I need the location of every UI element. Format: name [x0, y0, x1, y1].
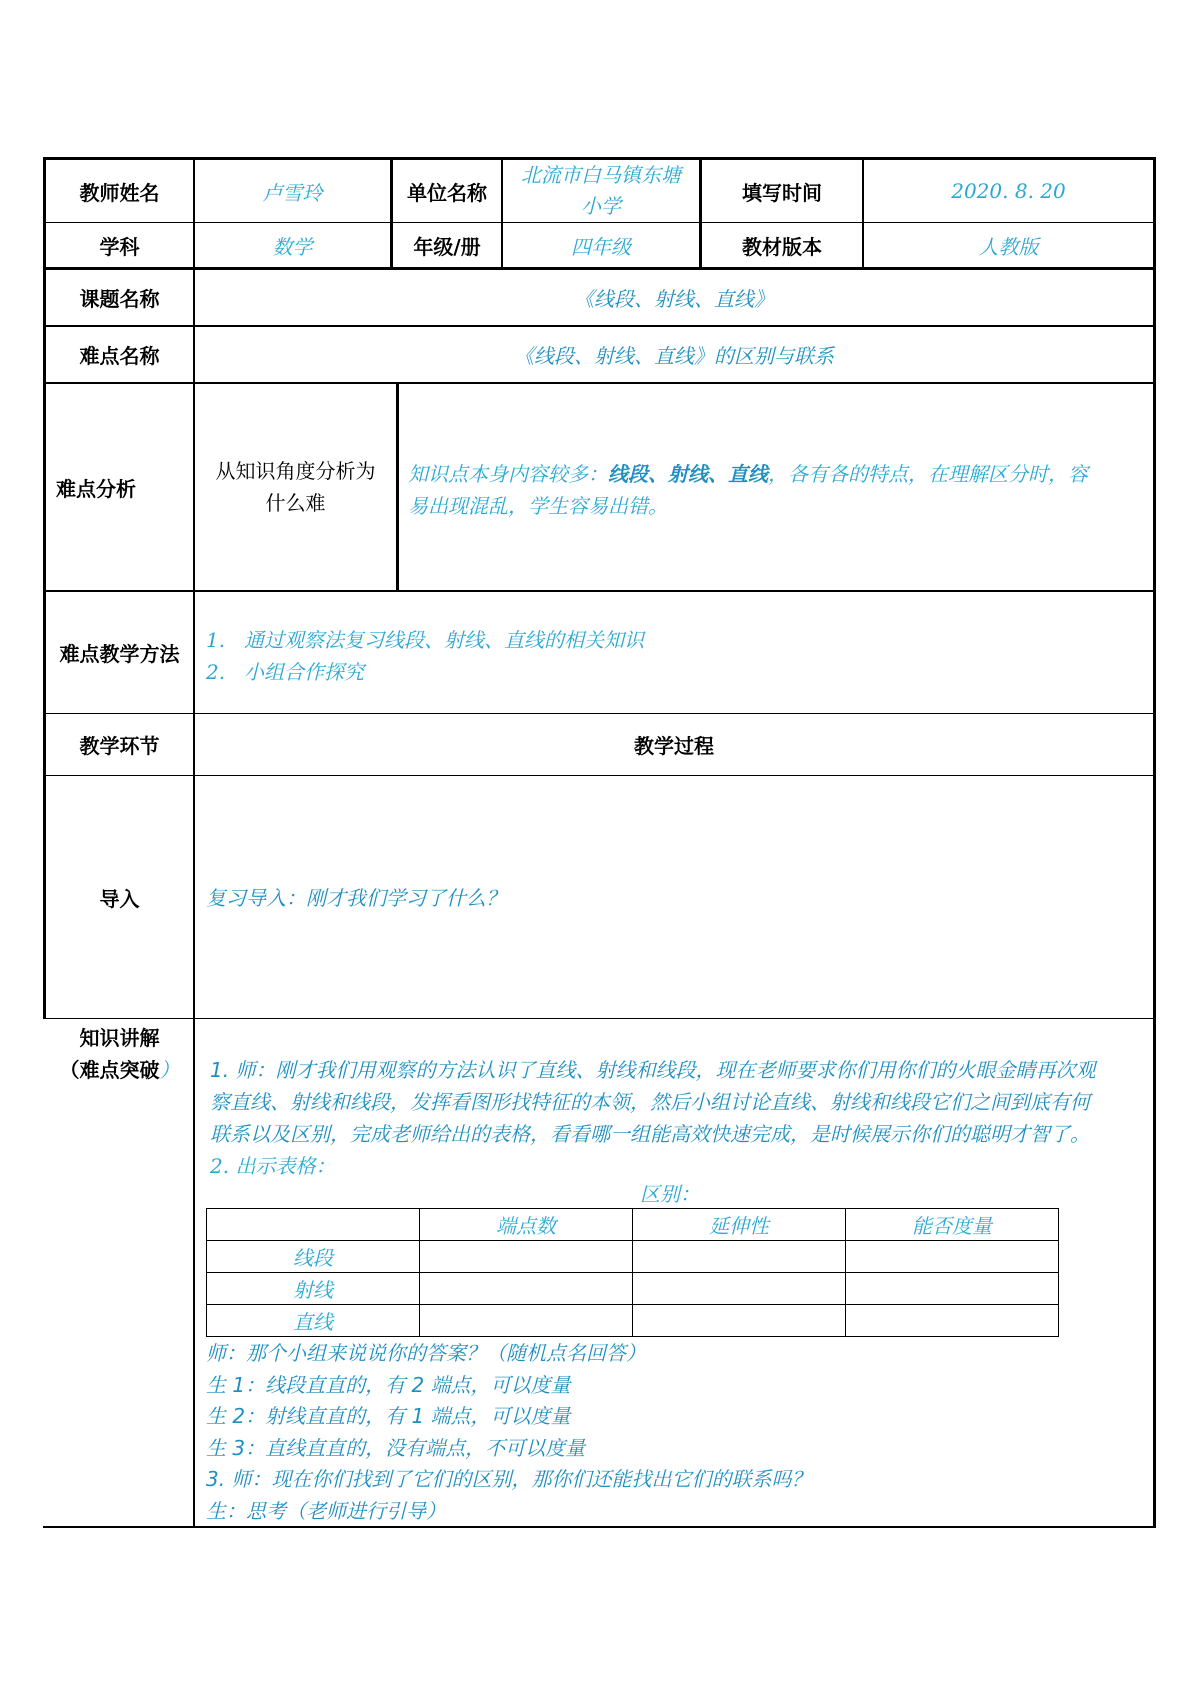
topic-label: 课题名称	[79, 287, 160, 311]
table-cell	[420, 1241, 633, 1273]
explain-label-line1: 知识讲解	[79, 1026, 160, 1050]
grade-value: 四年级	[571, 234, 631, 259]
table-cell	[846, 1273, 1059, 1305]
method-item-text: 通过观察法复习线段、射线、直线的相关知识	[244, 628, 644, 652]
dialog-line: 3. 师：现在你们找到了它们的区别，那你们还能找出它们的联系吗？	[206, 1467, 812, 1491]
method-list	[206, 624, 1146, 688]
method-item	[206, 624, 1146, 656]
intro-text: 复习导入：刚才我们学习了什么？	[206, 886, 506, 910]
analysis-text-line2: 易出现混乱，学生容易出错。	[408, 494, 668, 518]
table-row	[207, 1241, 1059, 1273]
table-cell	[633, 1305, 846, 1337]
analysis-sublabel-line1: 从知识角度分析为	[215, 459, 376, 483]
difference-table-title: 区别：	[640, 1182, 700, 1206]
method-item	[206, 656, 1146, 688]
border-right	[1153, 157, 1156, 1528]
table-header-cell	[207, 1209, 420, 1241]
table-cell	[846, 1305, 1059, 1337]
explain-label	[46, 1022, 193, 1086]
analysis-sublabel	[195, 384, 396, 590]
table-cell	[846, 1241, 1059, 1273]
subject-label: 学科	[99, 234, 140, 259]
border-row8	[43, 1018, 1155, 1019]
explain-content	[210, 1054, 1150, 1182]
table-row	[207, 1305, 1059, 1337]
table-row	[207, 1273, 1059, 1305]
table-cell	[633, 1273, 846, 1305]
explain-para1-line3: 联系以及区别，完成老师给出的表格，看看哪一组能高效快速完成，是时候展示你们的聪明才智了。	[210, 1122, 1090, 1146]
table-row-label: 直线	[207, 1305, 420, 1337]
table-header-cell: 端点数	[420, 1209, 633, 1241]
explain-label-line2	[46, 1054, 193, 1086]
unit-label: 单位名称	[407, 180, 487, 205]
unit-value-line1: 北流市白马镇东塘	[521, 163, 681, 187]
process-header-label: 教学过程	[634, 734, 714, 758]
table-row-label: 射线	[207, 1273, 420, 1305]
dialog-line: 生：思考（老师进行引导）	[206, 1498, 446, 1523]
table-cell	[420, 1305, 633, 1337]
dialog-line: 生 3：直线直直的，没有端点，不可以度量	[206, 1435, 586, 1460]
dialog-line: 生 1：线段直直的，有 2 端点，可以度量	[206, 1372, 571, 1397]
analysis-text	[408, 458, 1153, 522]
stage-header-label: 教学环节	[79, 734, 160, 758]
dialog-line: 师：那个小组来说说你的答案？（随机点名回答）	[206, 1341, 646, 1365]
edition-value: 人教版	[978, 234, 1039, 259]
analysis-text-emph: 线段、射线、直线	[608, 462, 768, 486]
border-row7	[43, 775, 1155, 776]
intro-label: 导入	[99, 886, 140, 911]
subject-value: 数学	[272, 234, 313, 259]
method-item-text: 小组合作探究	[244, 660, 364, 684]
topic-value: 《线段、射线、直线》	[574, 287, 774, 311]
table-row-label: 线段	[207, 1241, 420, 1273]
explain-para1-line2: 察直线、射线和线段，发挥看图形找特征的本领，然后小组讨论直线、射线和线段它们之间到底有何	[210, 1090, 1090, 1114]
table-cell	[420, 1273, 633, 1305]
explain-label-line2-b: ）	[159, 1058, 180, 1082]
explain-para2: 2. 出示表格：	[210, 1154, 336, 1178]
explain-para1-line1: 1. 师：刚才我们用观察的方法认识了直线、射线和线段，现在老师要求你们用你们的火眼金睛再次观	[210, 1058, 1096, 1082]
analysis-text-prefix: 知识点本身内容较多：	[408, 462, 608, 486]
method-item-num: 2.	[206, 660, 226, 684]
explain-label-line2-a: （难点突破	[59, 1058, 160, 1082]
analysis-label: 难点分析	[56, 476, 136, 501]
dialog-line: 生 2：射线直直的，有 1 端点，可以度量	[206, 1404, 571, 1428]
analysis-sublabel-line2: 什么难	[265, 491, 326, 515]
edition-label: 教材版本	[742, 234, 822, 259]
unit-value	[503, 160, 699, 222]
border-analysis-split	[396, 382, 399, 591]
analysis-text-line1	[408, 458, 1153, 490]
table-header-row	[207, 1209, 1059, 1241]
dialog-block	[206, 1338, 1146, 1527]
method-label: 难点教学方法	[59, 642, 180, 666]
teacher-name-label: 教师姓名	[79, 180, 160, 205]
date-label: 填写时间	[742, 180, 822, 205]
method-item-num: 1.	[206, 628, 226, 652]
difference-table	[206, 1208, 1059, 1337]
unit-value-line2: 小学	[581, 194, 621, 218]
teacher-name-value: 卢雪玲	[262, 180, 323, 205]
difficulty-value: 《线段、射线、直线》的区别与联系	[514, 344, 834, 368]
date-value: 2020. 8. 20	[951, 179, 1066, 203]
analysis-text-mid: ，各有各的特点，在理解区分时，容	[768, 462, 1088, 486]
table-cell	[633, 1241, 846, 1273]
border-row5	[43, 590, 1155, 592]
grade-label: 年级/册	[413, 234, 481, 259]
difficulty-label: 难点名称	[79, 344, 160, 368]
table-header-cell: 延伸性	[633, 1209, 846, 1241]
table-header-cell: 能否度量	[846, 1209, 1059, 1241]
